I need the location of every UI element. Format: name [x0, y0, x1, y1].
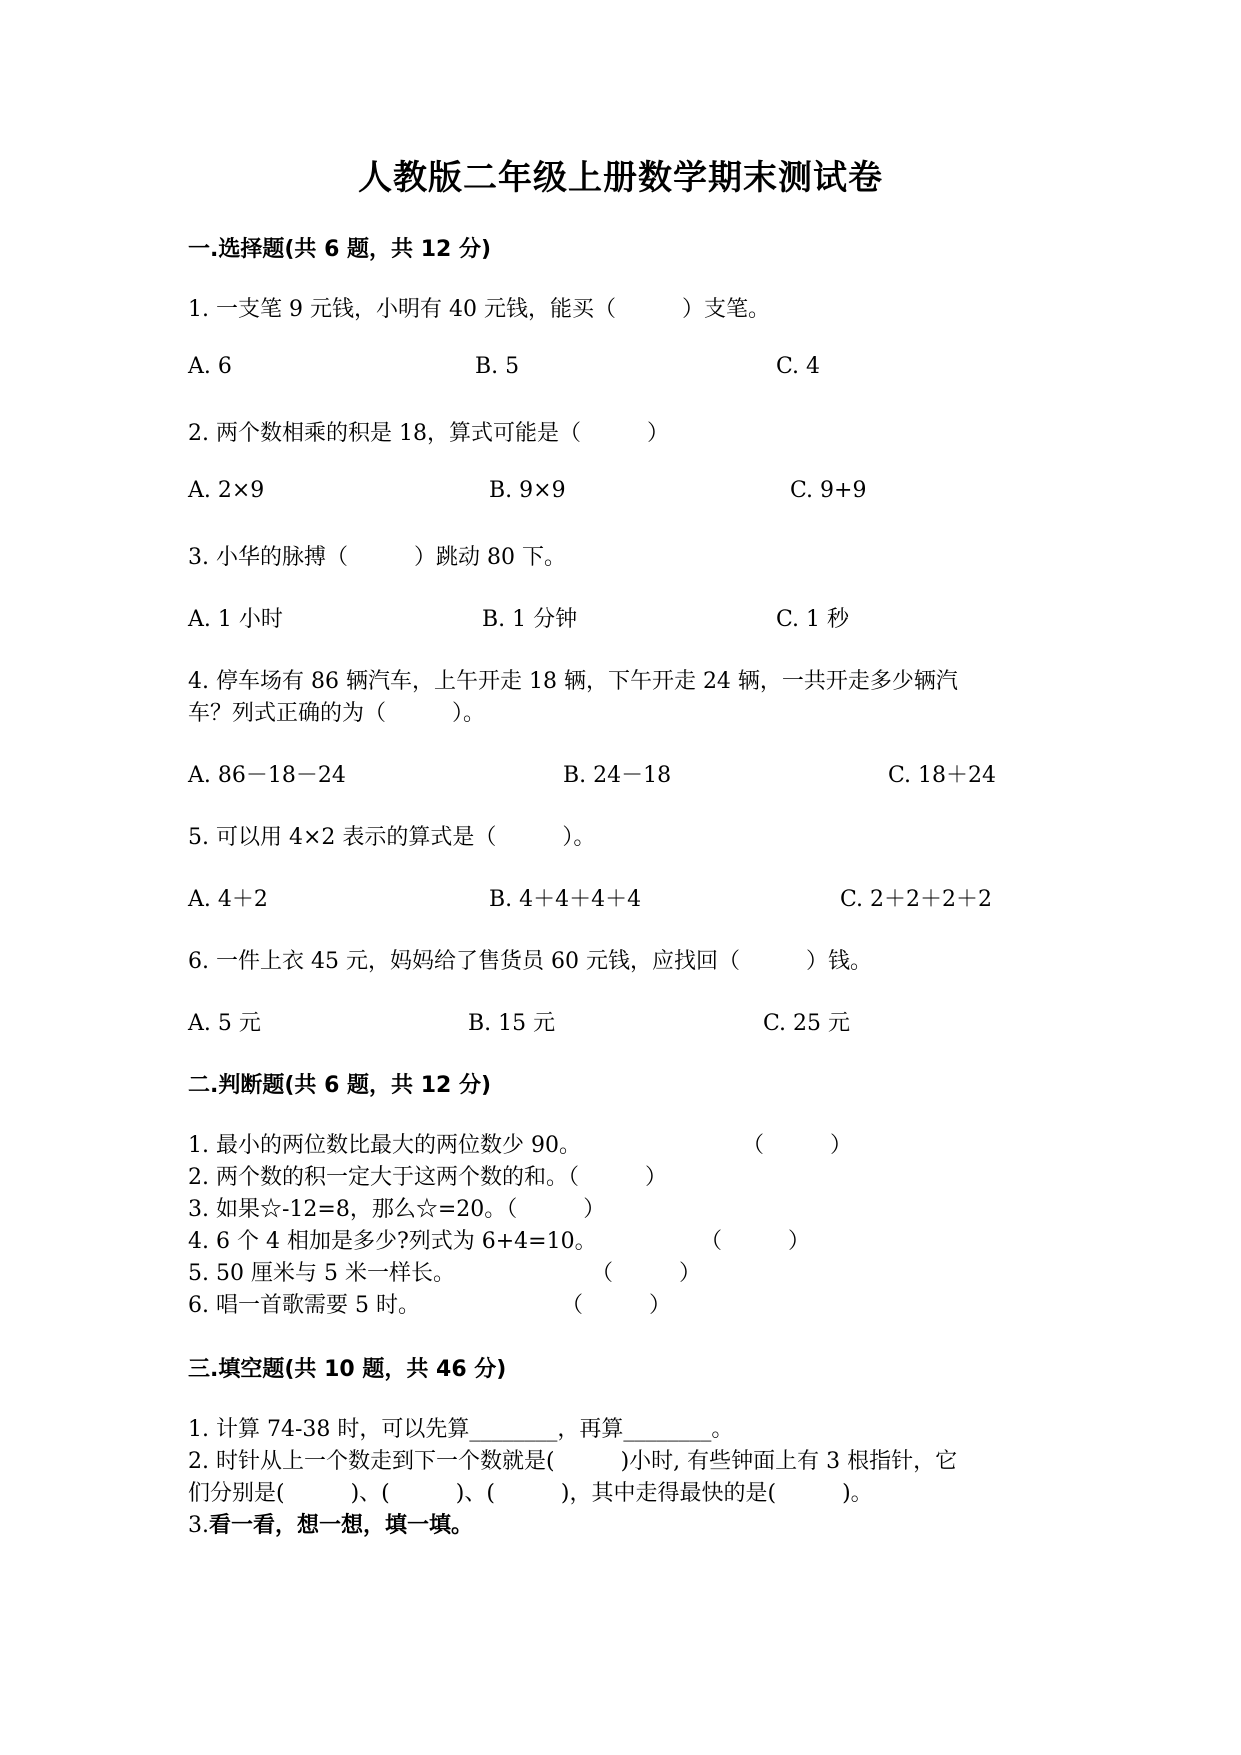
- choice-question-3: 3. 小华的脉搏（ ）跳动 80 下。: [188, 545, 566, 570]
- choice-option-5b: B. 4＋4＋4＋4: [489, 887, 642, 912]
- choice-option-1a: A. 6: [188, 354, 232, 379]
- judge-item-4: 4. 6 个 4 相加是多少?列式为 6+4=10。: [188, 1229, 597, 1254]
- choice-option-4c: C. 18＋24: [888, 763, 997, 788]
- section-heading-fill: 三.填空题(共 10 题，共 46 分): [188, 1357, 507, 1382]
- choice-option-2a: A. 2×9: [188, 478, 265, 503]
- fill-question-3-text: 看一看，想一想，填一填。: [209, 1513, 474, 1538]
- choice-option-1c: C. 4: [776, 354, 821, 379]
- section-heading-choice: 一.选择题(共 6 题，共 12 分): [188, 237, 492, 262]
- choice-option-5a: A. 4＋2: [188, 887, 268, 912]
- fill-question-2-line1: 2. 时针从上一个数走到下一个数就是( )小时, 有些钟面上有 3 根指针，它: [188, 1449, 958, 1474]
- choice-question-1: 1. 一支笔 9 元钱，小明有 40 元钱，能买（ ）支笔。: [188, 297, 770, 322]
- choice-option-1b: B. 5: [475, 354, 520, 379]
- choice-question-4-line1: 4. 停车场有 86 辆汽车，上午开走 18 辆，下午开走 24 辆，一共开走多少辆汽: [188, 669, 958, 694]
- choice-option-2b: B. 9×9: [489, 478, 566, 503]
- fill-question-2-line2: 们分别是( )、( )、( )，其中走得最快的是( )。: [188, 1481, 873, 1506]
- section-heading-judge: 二.判断题(共 6 题，共 12 分): [188, 1073, 492, 1098]
- judge-item-6: 6. 唱一首歌需要 5 时。: [188, 1293, 420, 1318]
- fill-question-3: [188, 1508, 473, 1539]
- judge-item-1-paren: （ ）: [742, 1133, 853, 1158]
- fill-question-1: 1. 计算 74-38 时，可以先算________，再算________。: [188, 1417, 734, 1442]
- judge-item-3: 3. 如果☆-12=8，那么☆=20。（ ）: [188, 1197, 606, 1222]
- choice-option-3b: B. 1 分钟: [482, 607, 578, 632]
- choice-option-5c: C. 2＋2＋2＋2: [840, 887, 993, 912]
- choice-question-5: 5. 可以用 4×2 表示的算式是（ ）。: [188, 825, 596, 850]
- judge-item-6-paren: （ ）: [561, 1293, 672, 1318]
- judge-item-2: 2. 两个数的积一定大于这两个数的和。（ ）: [188, 1165, 667, 1190]
- choice-option-3a: A. 1 小时: [188, 607, 283, 632]
- judge-item-4-paren: （ ）: [700, 1229, 811, 1254]
- choice-option-6a: A. 5 元: [188, 1011, 261, 1036]
- choice-option-4b: B. 24－18: [563, 763, 672, 788]
- choice-option-4a: A. 86－18－24: [188, 763, 346, 788]
- choice-option-6b: B. 15 元: [468, 1011, 556, 1036]
- choice-question-4-line2: 车？列式正确的为（ ）。: [188, 701, 486, 726]
- choice-option-6c: C. 25 元: [763, 1011, 851, 1036]
- fill-question-3-number: 3.: [188, 1513, 209, 1538]
- choice-question-6: 6. 一件上衣 45 元，妈妈给了售货员 60 元钱，应找回（ ）钱。: [188, 949, 872, 974]
- choice-question-2: 2. 两个数相乘的积是 18，算式可能是（ ）: [188, 421, 669, 446]
- choice-option-3c: C. 1 秒: [776, 607, 850, 632]
- judge-item-1: 1. 最小的两位数比最大的两位数少 90。: [188, 1133, 581, 1158]
- page-title: 人教版二年级上册数学期末测试卷: [358, 158, 883, 198]
- judge-item-5-paren: （ ）: [591, 1261, 702, 1286]
- judge-item-5: 5. 50 厘米与 5 米一样长。: [188, 1261, 455, 1286]
- choice-option-2c: C. 9+9: [790, 478, 867, 503]
